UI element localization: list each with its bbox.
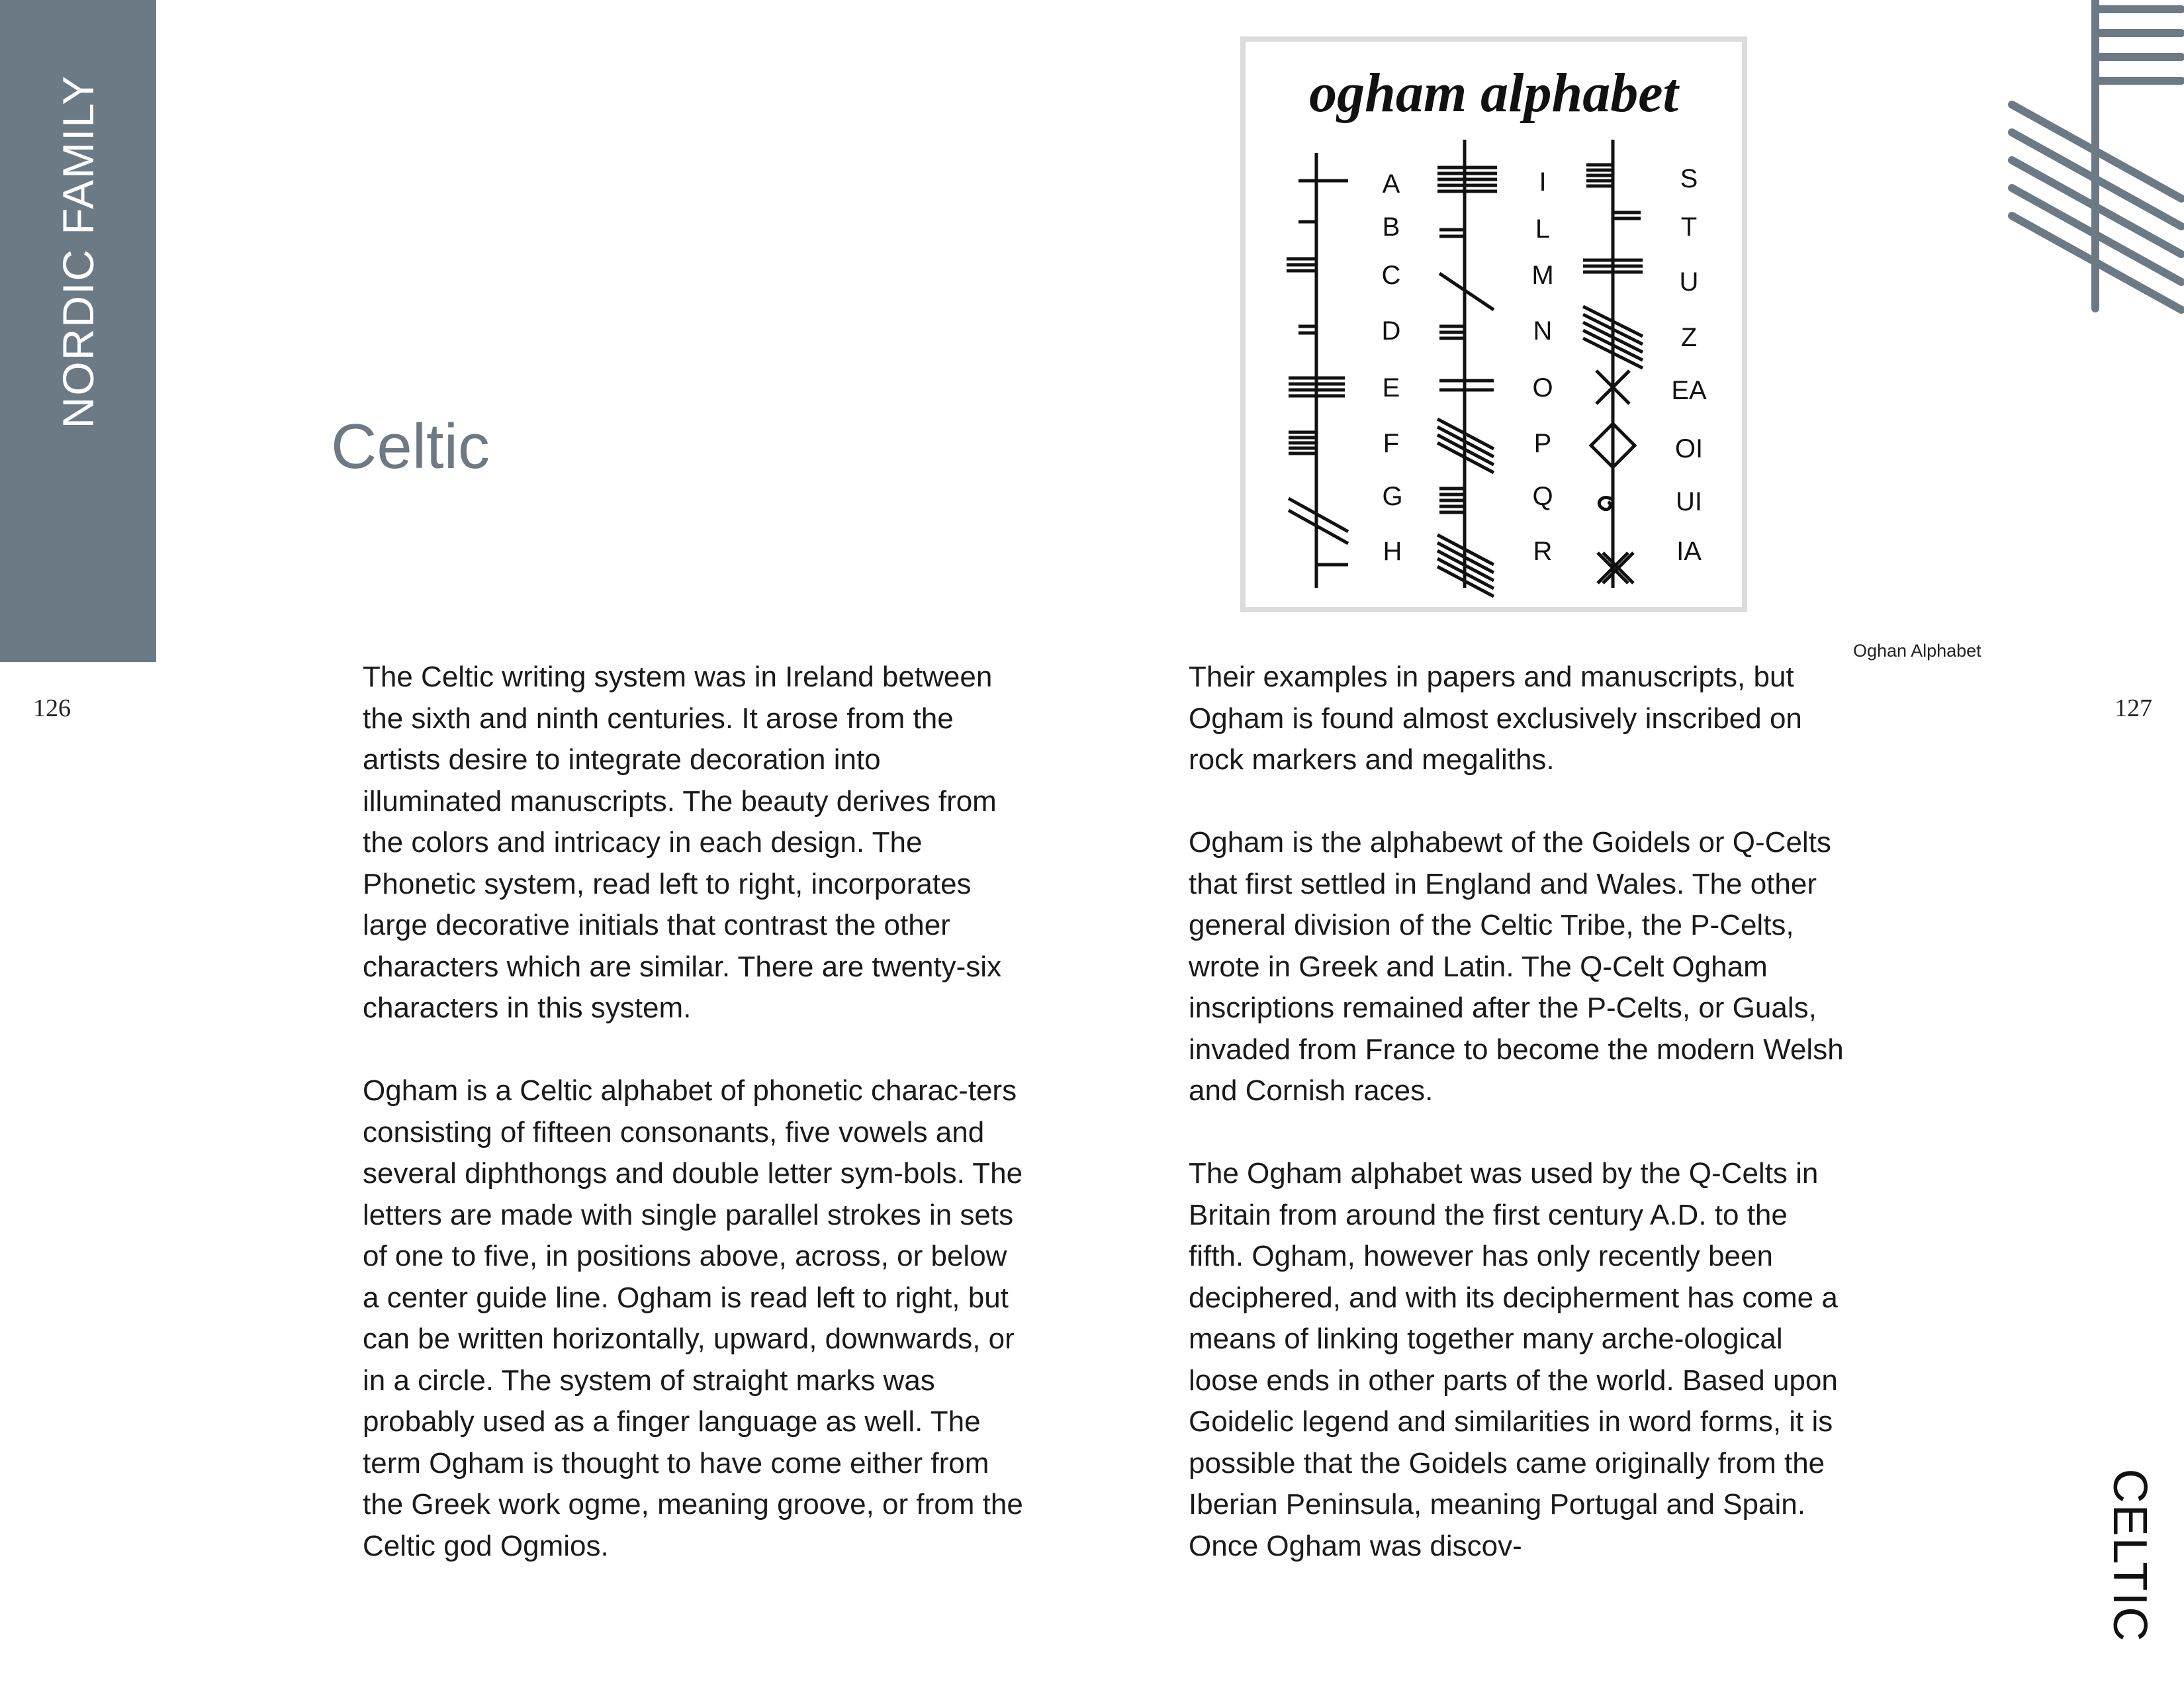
page-number-left: 126 — [33, 694, 71, 722]
right-paragraph-3: The Ogham alphabet was used by the Q-Celts in Britain from around the first century A.D. to the fifth. Ogham, however has only recently been deciphered, and with its decipherment has come a means of linking together many arche-ological loose ends in other parts of the world. Based upon Goidelic legend and similarities in word forms, it is possible that the Goidels came originally from the Iberian Peninsula, meaning Portugal and Spain. Once Ogham was discov- — [1189, 1157, 1838, 1562]
section-heading: Celtic — [331, 411, 490, 482]
letter-label: O — [1532, 373, 1553, 402]
letter-label: I — [1539, 167, 1547, 197]
letter-label: P — [1533, 429, 1552, 458]
letter-label: G — [1382, 482, 1403, 511]
letter-label: EA — [1671, 376, 1707, 405]
letter-label: Z — [1680, 323, 1698, 352]
letter-label: B — [1382, 212, 1400, 242]
ogham-alphabet-chart — [1246, 42, 1742, 607]
section-tab — [0, 0, 156, 662]
letter-label: S — [1680, 164, 1698, 193]
letter-label: L — [1535, 214, 1551, 244]
left-text-column — [363, 657, 1024, 1609]
letter-label: N — [1533, 316, 1553, 346]
letter-label: UI — [1676, 487, 1702, 516]
right-paragraph-2: Ogham is the alphabewt of the Goidels or Q-Celts that first settled in England and Wales. The other general division of the Celtic Tribe, the P-Celts, wrote in Greek and Latin. The Q-Celt Ogham inscriptions remained after the P-Celts, or Guals, invaded from France to become the modern Welsh and Cornish races. — [1189, 826, 1844, 1107]
letter-label: IA — [1676, 537, 1702, 566]
running-title: CELTIC — [2103, 1468, 2156, 1643]
letter-label: C — [1381, 261, 1401, 290]
figure-title: ogham alphabet — [1309, 62, 1678, 124]
letter-label: Q — [1532, 482, 1553, 511]
section-tab-label: NORDIC FAMILY — [54, 74, 103, 429]
left-paragraph-1: The Celtic writing system was in Ireland between the sixth and ninth centuries. It arose from the artists desire to integrate decoration into illuminated manuscripts. The beauty derives from the colors and intricacy in each design. The Phonetic system, read left to right, incorporates large decorative initials that contrast the other characters which are similar. There are twenty-six characters in this system. — [363, 661, 1002, 1024]
right-text-column — [1189, 657, 1850, 1609]
letter-label: M — [1531, 261, 1554, 290]
letter-label: F — [1383, 429, 1400, 458]
right-paragraph-1: Their examples in papers and manuscripts, but Ogham is found almost exclusively inscribed on rock markers and megaliths. — [1189, 661, 1802, 776]
letter-label: D — [1381, 316, 1401, 346]
left-paragraph-2: Ogham is a Celtic alphabet of phonetic charac-ters consisting of fifteen consonants, five vowels and several diphthongs and double letter sym-bols. The letters are made with single parallel strokes in sets of one to five, in positions above, across, or below a center guide line. Ogham is read left to right, but can be written horizontally, upward, downwards, or in a circle. The system of straight marks was probably used as a finger language as well. The term Ogham is thought to have come either from the Greek work ogme, meaning groove, or from the Celtic god Ogmios. — [363, 1074, 1023, 1562]
ogham-alphabet-figure — [1240, 36, 1747, 612]
letter-label: E — [1382, 373, 1400, 402]
page-number-right: 127 — [2115, 694, 2152, 722]
letter-label: R — [1533, 537, 1553, 566]
letter-label: OI — [1674, 434, 1704, 463]
letter-label: T — [1680, 212, 1698, 242]
letter-labels — [1382, 164, 1707, 566]
ogham-strokes — [1287, 140, 1643, 596]
letter-label: H — [1383, 537, 1402, 566]
ogham-strokes-icon — [1999, 0, 2184, 318]
letter-label: A — [1382, 169, 1400, 199]
letter-label: U — [1679, 267, 1699, 297]
figure-caption: Oghan Alphabet — [1853, 641, 1981, 661]
